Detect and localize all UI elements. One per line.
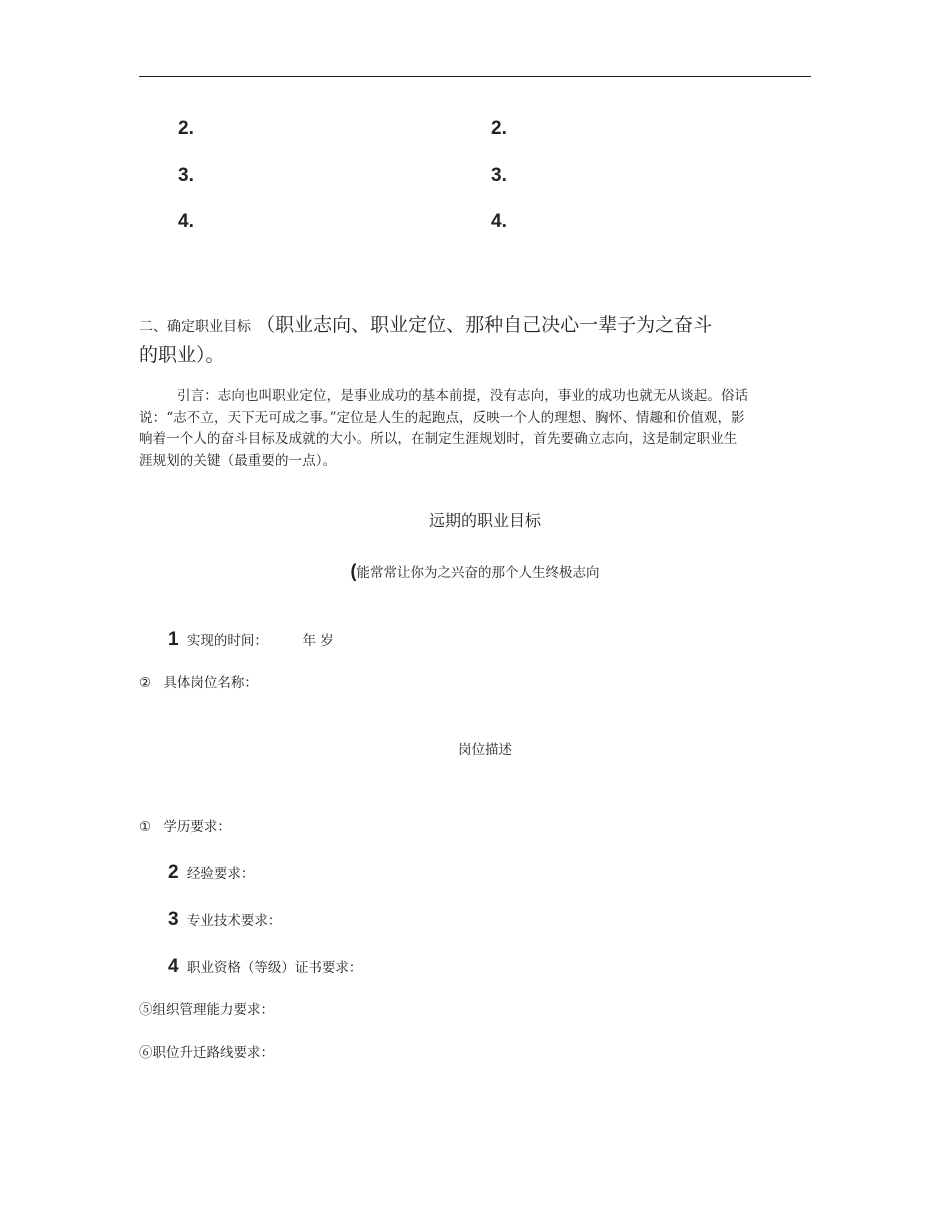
item-marker: ① (139, 819, 152, 835)
field-marker: ② (139, 675, 152, 691)
item-label: 学历要求： (163, 819, 231, 835)
field-label: 实现的时间： (186, 633, 268, 649)
requirement-item (139, 999, 274, 1021)
list-number: 2. (178, 118, 194, 139)
age-label: 岁 (320, 633, 334, 649)
year-label: 年 (302, 633, 316, 649)
list-number: 3. (178, 164, 194, 186)
item-marker: 4 (168, 956, 179, 977)
intro-paragraph: 引言：志向也叫职业定位，是事业成功的基本前提，没有志向，事业的成功也就无从谈起。俗话说：“志不立，天下无可成之事。”定位是人生的起跑点，反映一个人的理想、胸怀、情趣和价值观，影响着一个人的奋斗目标及成就的大小。所以，在制定生涯规划时，首先要确立志向，这是制定职业生涯规划的关键（最重要的一点）。 (139, 388, 749, 469)
item-marker: 3 (168, 909, 179, 930)
item-marker: 2 (168, 862, 179, 883)
section-label: 二、确定职业目标 (139, 319, 251, 335)
field-number: 1 (168, 629, 179, 650)
item-label: 专业技术要求： (186, 913, 282, 929)
section-heading (139, 311, 779, 370)
job-description-title: 岗位描述 (458, 742, 512, 758)
time-field (168, 629, 334, 652)
item-label: 经验要求： (186, 866, 255, 882)
item-label: 职位升迁路线要求： (152, 1045, 274, 1061)
field-label: 具体岗位名称： (163, 675, 258, 691)
numbered-column-right (491, 118, 507, 258)
list-number: 4. (178, 211, 194, 232)
subtitle-text: 能常常让你为之兴奋的那个人生终极志向 (356, 565, 600, 581)
long-term-goal-subtitle (0, 561, 950, 583)
list-number: 4. (491, 211, 507, 232)
item-marker: ⑤ (139, 1002, 153, 1018)
requirement-item (139, 816, 231, 838)
section-title-cont: 的职业）。 (139, 344, 225, 366)
header-rule (139, 76, 811, 77)
item-label: 组织管理能力要求： (152, 1002, 274, 1018)
numbered-column-left (178, 118, 194, 258)
long-term-goal-title: 远期的职业目标 (428, 511, 541, 530)
list-number: 2. (491, 118, 507, 139)
item-label: 职业资格（等级）证书要求： (186, 960, 363, 976)
position-field (139, 672, 258, 694)
list-number: 3. (491, 164, 507, 186)
requirement-item (168, 862, 254, 885)
requirement-item (139, 1042, 274, 1064)
requirement-item (168, 909, 281, 932)
section-title: （职业志向、职业定位、那种自己决心一辈子为之奋斗 (256, 314, 713, 336)
requirement-item (168, 956, 362, 979)
subtitle-paren: ( (350, 561, 357, 581)
item-marker: ⑥ (139, 1045, 153, 1061)
